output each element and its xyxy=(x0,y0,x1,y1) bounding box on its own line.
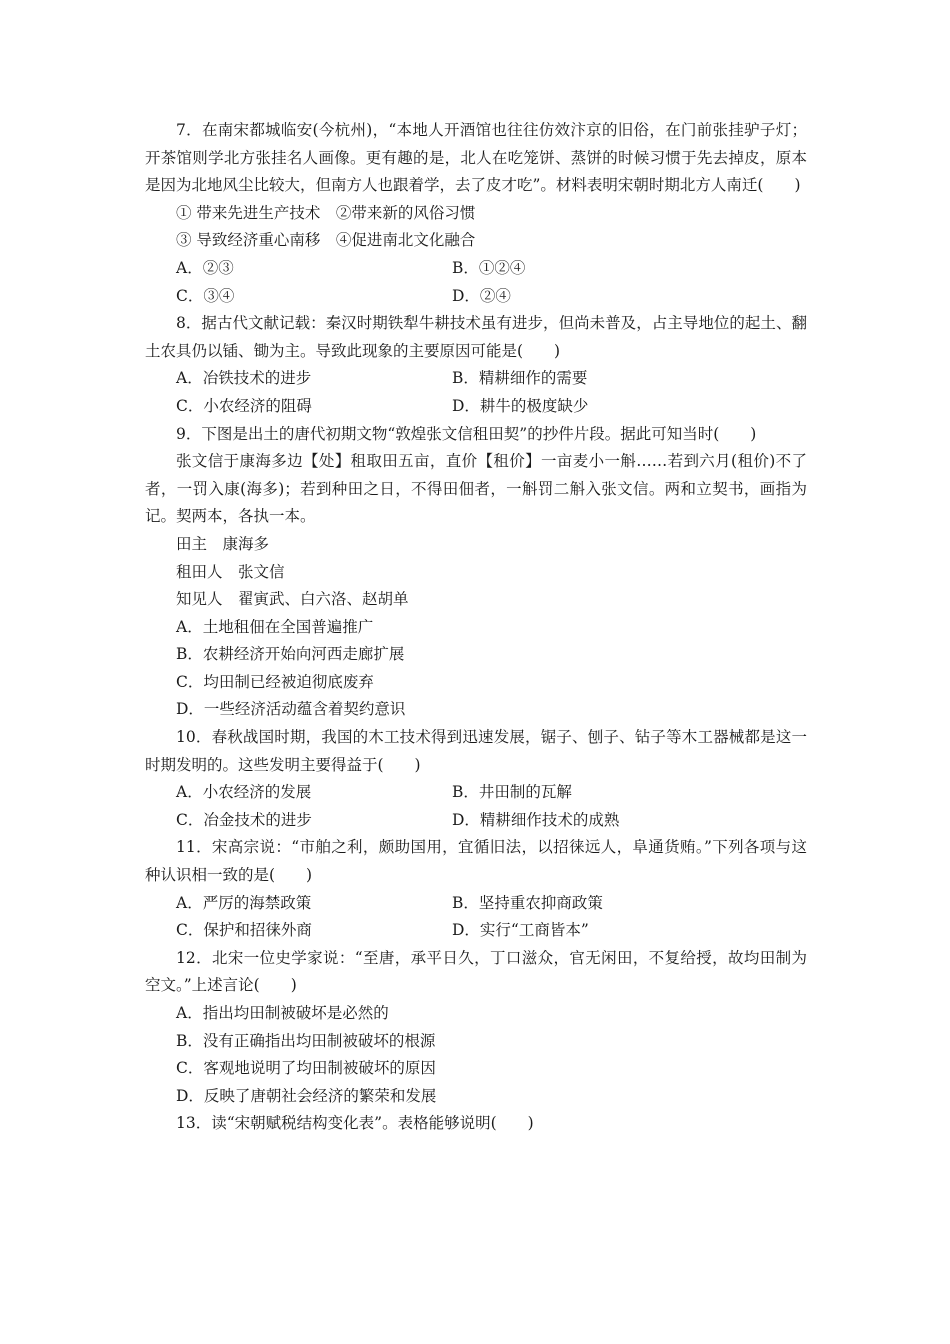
question-12-stem: 12．北宋一位史学家说：“至唐，承平日久，丁口滋众，官无闲田，不复给授，故均田制为空文。”上述言论( ) xyxy=(145,948,807,995)
question-10-stem: 10．春秋战国时期，我国的木工技术得到迅速发展，锯子、刨子、钻子等木工器械都是这一时期发明的。这些发明主要得益于( ) xyxy=(145,728,807,774)
question-11-stem: 11．宋高宗说：“市舶之利，颇助国用，宜循旧法，以招徕远人，阜通货贿。”下列各项与这种认识相一致的是( ) xyxy=(145,838,807,885)
question-9-material: 张文信于康海多边【处】租取田五亩，直价【租价】一亩麦小一斛……若到六月(租价)不了者，一罚入康(海多)；若到种田之日，不得田佃者，一斛罚二斛入张文信。两和立契书，画指为记。契两本，各执一本。 xyxy=(145,452,807,526)
question-8-option-d: D．耕牛的极度缺少 xyxy=(452,396,589,415)
question-11-options-row-1 xyxy=(145,890,807,918)
question-11-options-row-2 xyxy=(145,917,807,945)
question-8-stem: 8．据古代文献记载：秦汉时期铁犁牛耕技术虽有进步，但尚未普及，占主导地位的起土、翻土农具仍以锸、锄为主。导致此现象的主要原因可能是( ) xyxy=(145,314,807,360)
question-7-option-c: C．③④ xyxy=(176,286,235,305)
question-7-stem: 7．在南宋都城临安(今杭州)，“本地人开酒馆也往往仿效汴京的旧俗，在门前张挂驴子灯；开茶馆则学北方张挂名人画像。更有趣的是，北人在吃笼饼、蒸饼的时候习惯于先去掉皮，原本是因为北地风尘比较大，但南方人也跟着学，去了皮才吃”。材料表明宋朝时期北方人南迁( ) xyxy=(145,121,807,195)
question-11-option-b: B．坚持重农抑商政策 xyxy=(452,893,603,912)
question-8-option-a: A．冶铁技术的进步 xyxy=(176,369,312,388)
question-9-tenant: 租田人 张文信 xyxy=(176,562,285,581)
question-7-item-2: ③ 导致经济重心南移 ④促进南北文化融合 xyxy=(176,231,476,250)
question-12-option-d: D．反映了唐朝社会经济的繁荣和发展 xyxy=(176,1086,437,1105)
question-9-witnesses: 知见人 翟寅武、白六洛、赵胡单 xyxy=(176,590,409,609)
question-11-option-d: D．实行“工商皆本” xyxy=(452,921,589,940)
question-7-option-d: D．②④ xyxy=(452,286,511,305)
question-7-option-b: B．①②④ xyxy=(452,258,526,277)
question-8-option-b: B．精耕细作的需要 xyxy=(452,369,588,388)
question-12-option-a: A．指出均田制被破坏是必然的 xyxy=(176,1004,389,1022)
question-10-option-b: B．井田制的瓦解 xyxy=(452,783,572,802)
question-10-options-row-1 xyxy=(145,779,807,807)
question-9-stem: 9．下图是出土的唐代初期文物“敦煌张文信租田契”的抄件片段。据此可知当时( ) xyxy=(176,424,757,443)
question-8-options-row-1 xyxy=(145,365,807,393)
question-8-option-c: C．小农经济的阻碍 xyxy=(176,396,312,415)
question-7-options-row-2 xyxy=(145,283,807,311)
question-10-option-c: C．冶金技术的进步 xyxy=(176,810,312,829)
question-9-option-c: C．均田制已经被迫彻底废弃 xyxy=(176,672,374,691)
question-10-options-row-2 xyxy=(145,807,807,835)
question-11-option-a: A．严厉的海禁政策 xyxy=(176,893,312,912)
question-7-options-row-1 xyxy=(145,255,807,283)
question-12-option-c: C．客观地说明了均田制被破坏的原因 xyxy=(176,1059,436,1078)
question-9-option-d: D．一些经济活动蕴含着契约意识 xyxy=(176,700,406,719)
question-8-options-row-2 xyxy=(145,393,807,421)
question-7-option-a: A．②③ xyxy=(176,258,234,277)
question-list xyxy=(145,117,807,1138)
question-9-option-b: B．农耕经济开始向河西走廊扩展 xyxy=(176,645,405,664)
question-9-option-a: A．土地租佃在全国普遍推广 xyxy=(176,617,374,636)
question-10-option-d: D．精耕细作技术的成熟 xyxy=(452,810,620,829)
question-13-stem: 13．读“宋朝赋税结构变化表”。表格能够说明( ) xyxy=(176,1114,534,1133)
question-10-option-a: A．小农经济的发展 xyxy=(176,783,312,802)
question-12-option-b: B．没有正确指出均田制被破坏的根源 xyxy=(176,1031,436,1050)
question-7-item-1: ① 带来先进生产技术 ②带来新的风俗习惯 xyxy=(176,203,476,222)
question-11-option-c: C．保护和招徕外商 xyxy=(176,921,312,940)
question-9-landlord: 田主 康海多 xyxy=(176,534,270,553)
